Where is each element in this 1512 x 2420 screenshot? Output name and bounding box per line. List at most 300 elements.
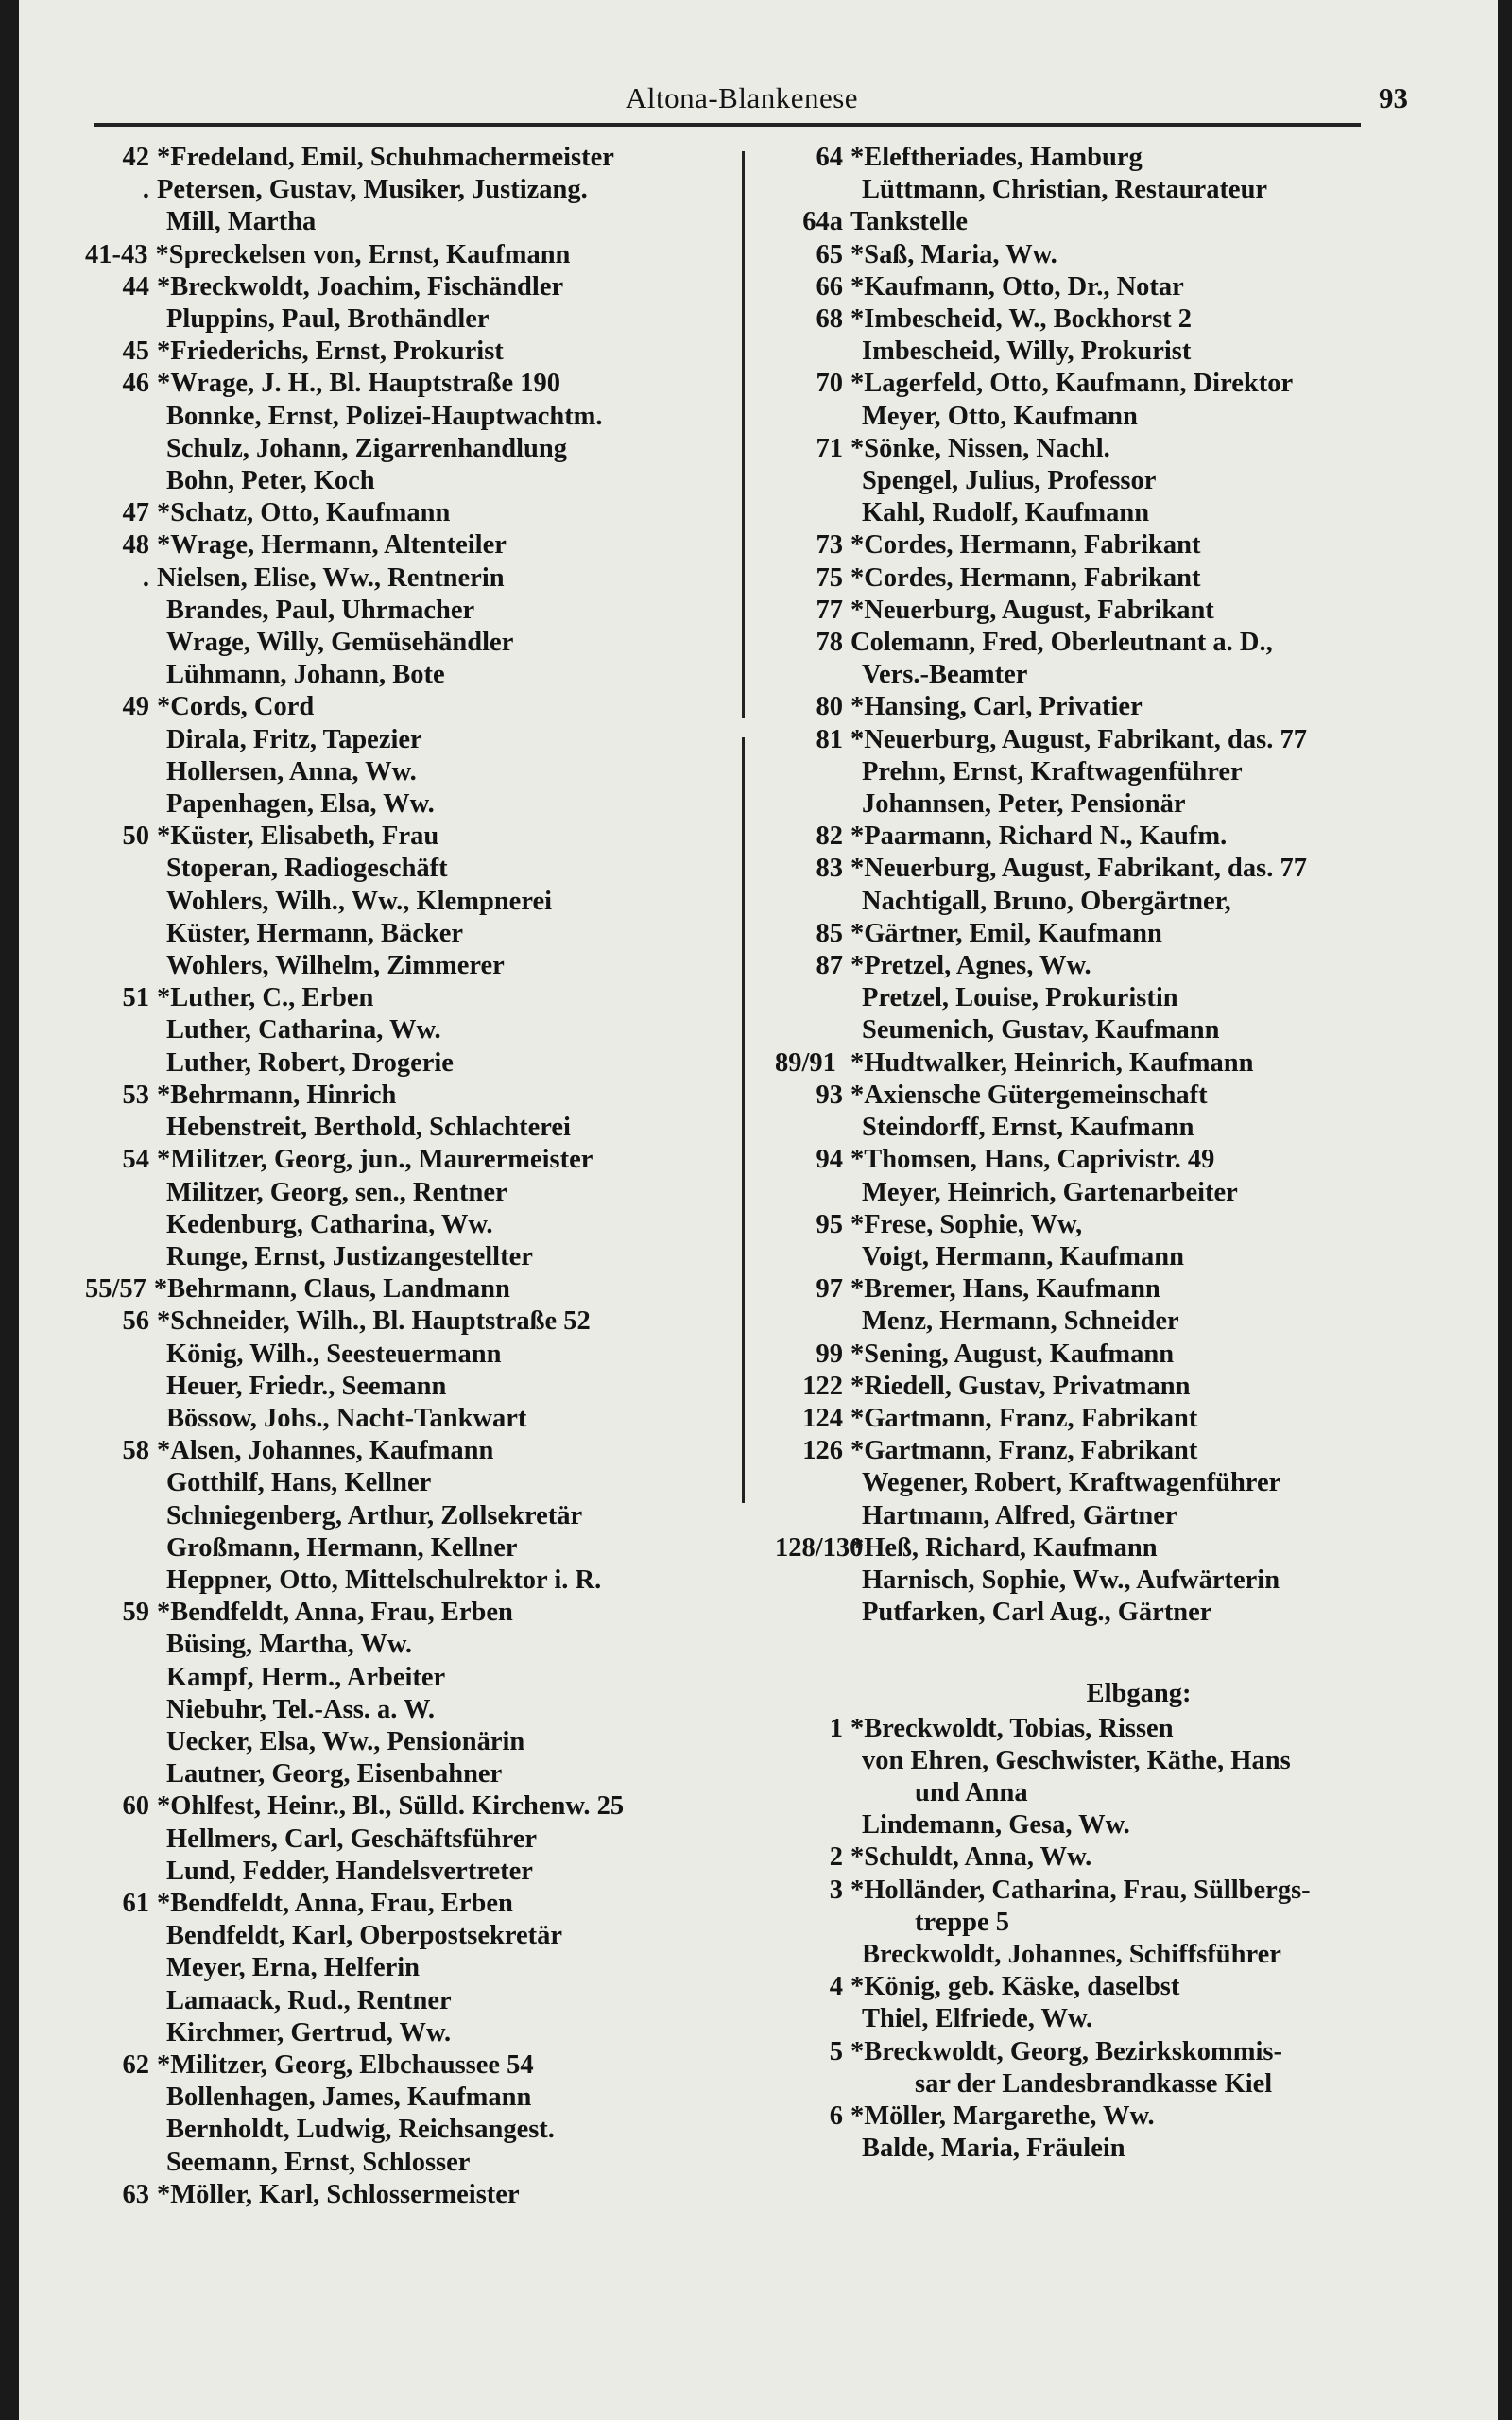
entry-line-primary bbox=[775, 821, 1465, 853]
house-number: 128/130 bbox=[775, 1532, 864, 1563]
house-number: 64 bbox=[816, 143, 843, 172]
entry-line-resident bbox=[85, 1500, 747, 1532]
section-title-elbgang: Elbgang: bbox=[1086, 1679, 1192, 1709]
address-entry bbox=[85, 1080, 747, 1144]
entry-line-resident bbox=[775, 886, 1465, 918]
address-entry bbox=[85, 336, 747, 368]
house-number: 4 bbox=[829, 1972, 843, 2002]
right-column-entries bbox=[775, 142, 1465, 1629]
entry-text: Seumenich, Gustav, Kaufmann bbox=[862, 1015, 1220, 1046]
address-entry bbox=[775, 1339, 1465, 1371]
entry-text: *Spreckelsen von, Ernst, Kaufmann bbox=[155, 239, 571, 269]
entry-line-resident bbox=[775, 1745, 1465, 1777]
entry-text: Spengel, Julius, Professor bbox=[862, 466, 1157, 496]
entry-line-resident bbox=[775, 1112, 1465, 1144]
entry-text: *Schneider, Wilh., Bl. Hauptstraße 52 bbox=[157, 1306, 591, 1337]
address-entry bbox=[775, 627, 1465, 691]
entry-line-resident bbox=[85, 756, 747, 788]
house-number: 80 bbox=[816, 692, 843, 722]
address-entry bbox=[85, 821, 747, 982]
entry-text: Colemann, Fred, Oberleutnant a. D., bbox=[850, 628, 1273, 658]
address-entry bbox=[775, 691, 1465, 723]
entry-text: *Sening, August, Kaufmann bbox=[850, 1339, 1175, 1369]
entry-text: *Bendfeldt, Anna, Frau, Erben bbox=[157, 1598, 513, 1628]
entry-line-primary bbox=[775, 142, 1465, 174]
house-number: 99 bbox=[816, 1339, 843, 1369]
entry-line-primary bbox=[775, 1841, 1465, 1874]
entry-text: Imbescheid, Willy, Prokurist bbox=[862, 337, 1192, 367]
entry-text: Kampf, Herm., Arbeiter bbox=[166, 1662, 446, 1692]
entry-line-primary bbox=[775, 691, 1465, 723]
entry-line-primary bbox=[775, 206, 1465, 238]
header-rule bbox=[94, 123, 1361, 127]
entry-line-resident bbox=[85, 1177, 747, 1209]
entry-text: Nielsen, Elise, Ww., Rentnerin bbox=[157, 562, 505, 593]
entry-line-resident bbox=[85, 918, 747, 950]
entry-text: *Breckwoldt, Tobias, Rissen bbox=[850, 1713, 1174, 1743]
entry-text: *Neuerburg, August, Fabrikant bbox=[850, 595, 1214, 625]
entry-line-resident bbox=[85, 174, 747, 206]
entry-line-resident bbox=[85, 1014, 747, 1046]
entry-line-resident bbox=[85, 2017, 747, 2049]
entry-text: *Axiensche Gütergemeinschaft bbox=[850, 1080, 1208, 1110]
address-entry bbox=[775, 1532, 1465, 1630]
entry-text: Heppner, Otto, Mittelschulrektor i. R. bbox=[166, 1564, 602, 1595]
entry-line-resident bbox=[775, 1939, 1465, 1971]
entry-text: *Heß, Richard, Kaufmann bbox=[850, 1532, 1158, 1563]
house-number: 75 bbox=[816, 562, 843, 593]
house-number: 71 bbox=[816, 433, 843, 463]
house-number: 41-43 bbox=[85, 239, 148, 269]
entry-text: Hollersen, Anna, Ww. bbox=[166, 756, 417, 786]
address-entry bbox=[775, 2100, 1465, 2165]
entry-text: *Eleftheriades, Hamburg bbox=[850, 143, 1143, 172]
entry-line-primary bbox=[775, 239, 1465, 271]
address-entry bbox=[775, 1047, 1465, 1080]
house-number: 85 bbox=[816, 918, 843, 948]
address-entry bbox=[775, 821, 1465, 853]
house-number: 64a bbox=[802, 207, 843, 237]
entry-line-primary bbox=[775, 1273, 1465, 1305]
house-number: 3 bbox=[829, 1875, 843, 1905]
entry-line-primary bbox=[85, 1790, 747, 1823]
entry-text: *Hudtwalker, Heinrich, Kaufmann bbox=[850, 1047, 1254, 1078]
entry-text: Vers.-Beamter bbox=[862, 660, 1028, 690]
entry-text: Petersen, Gustav, Musiker, Justizang. bbox=[157, 175, 588, 205]
entry-line-resident bbox=[85, 1112, 747, 1144]
entry-text: Voigt, Hermann, Kaufmann bbox=[862, 1241, 1184, 1271]
entry-line-primary bbox=[775, 562, 1465, 595]
entry-line-primary bbox=[85, 1435, 747, 1467]
entry-line-resident bbox=[85, 1047, 747, 1080]
entry-line-resident bbox=[775, 1241, 1465, 1273]
address-entry bbox=[775, 2036, 1465, 2100]
address-entry bbox=[85, 529, 747, 691]
entry-line-primary bbox=[85, 1144, 747, 1176]
entry-text: sar der Landesbrandkasse Kiel bbox=[915, 2068, 1273, 2099]
entry-text: *Schatz, Otto, Kaufmann bbox=[157, 498, 451, 528]
entry-line-resident bbox=[85, 788, 747, 821]
house-number: 56 bbox=[122, 1306, 149, 1337]
entry-text: *Cords, Cord bbox=[157, 692, 315, 722]
entry-line-primary bbox=[775, 1339, 1465, 1371]
entry-line-primary bbox=[775, 368, 1465, 400]
entry-line-primary bbox=[775, 1403, 1465, 1435]
house-number: 53 bbox=[122, 1080, 149, 1110]
entry-text: treppe 5 bbox=[915, 1907, 1010, 1937]
entry-line-resident bbox=[775, 174, 1465, 206]
entry-line-resident bbox=[85, 595, 747, 627]
entry-line-primary bbox=[775, 2036, 1465, 2068]
entry-text: *Gärtner, Emil, Kaufmann bbox=[850, 918, 1162, 948]
entry-text: *Bendfeldt, Anna, Frau, Erben bbox=[157, 1888, 513, 1918]
house-number: 83 bbox=[816, 854, 843, 884]
address-entry bbox=[85, 142, 747, 239]
address-entry bbox=[775, 433, 1465, 530]
entry-line-primary bbox=[85, 1888, 747, 1920]
house-number: 5 bbox=[829, 2036, 843, 2066]
entry-text: *Ohlfest, Heinr., Bl., Sülld. Kirchenw. 25 bbox=[157, 1791, 625, 1822]
house-number: 70 bbox=[816, 369, 843, 399]
entry-text: Mill, Martha bbox=[166, 207, 317, 237]
page-header bbox=[76, 81, 1408, 121]
entry-text: *Hansing, Carl, Privatier bbox=[850, 692, 1143, 722]
entry-line-resident bbox=[85, 206, 747, 238]
entry-line-resident bbox=[85, 1467, 747, 1499]
entry-text: Pretzel, Louise, Prokuristin bbox=[862, 983, 1178, 1013]
entry-line-resident bbox=[85, 1824, 747, 1856]
entry-line-resident bbox=[775, 982, 1465, 1014]
entry-line-primary bbox=[85, 497, 747, 529]
entry-line-primary bbox=[775, 1713, 1465, 1745]
entry-line-primary bbox=[775, 271, 1465, 303]
entry-line-resident bbox=[85, 401, 747, 433]
entry-text: *Bremer, Hans, Kaufmann bbox=[850, 1274, 1160, 1305]
entry-line-primary bbox=[775, 1144, 1465, 1176]
entry-line-primary bbox=[775, 1080, 1465, 1112]
entry-line-resident bbox=[775, 1467, 1465, 1499]
entry-line-primary bbox=[85, 821, 747, 853]
entry-line-resident bbox=[85, 1241, 747, 1273]
house-number: 42 bbox=[122, 143, 149, 172]
entry-text: König, Wilh., Seesteuermann bbox=[166, 1339, 502, 1369]
entry-text: Lindemann, Gesa, Ww. bbox=[862, 1810, 1130, 1841]
entry-text: *Behrmann, Claus, Landmann bbox=[153, 1274, 510, 1305]
entry-line-primary bbox=[85, 1597, 747, 1629]
house-number: 55/57 bbox=[85, 1274, 146, 1305]
address-entry bbox=[775, 1371, 1465, 1403]
entry-line-resident bbox=[85, 433, 747, 465]
entry-text: Bernholdt, Ludwig, Reichsangest. bbox=[166, 2115, 555, 2145]
address-entry bbox=[775, 1209, 1465, 1273]
entry-line-primary bbox=[775, 1209, 1465, 1241]
entry-line-resident bbox=[775, 2133, 1465, 2165]
address-entry bbox=[775, 562, 1465, 595]
entry-text: Luther, Catharina, Ww. bbox=[166, 1015, 441, 1046]
entry-line-primary bbox=[775, 529, 1465, 562]
entry-line-primary bbox=[775, 724, 1465, 756]
entry-text: Niebuhr, Tel.-Ass. a. W. bbox=[166, 1694, 436, 1724]
entry-line-resident bbox=[85, 1856, 747, 1888]
entry-text: *Möller, Karl, Schlossermeister bbox=[157, 2179, 520, 2209]
house-number: . bbox=[142, 562, 149, 593]
right-column bbox=[775, 142, 1465, 2165]
entry-text: *Cordes, Hermann, Fabrikant bbox=[850, 562, 1201, 593]
entry-text: Gotthilf, Hans, Kellner bbox=[166, 1468, 432, 1498]
entry-line-resident bbox=[775, 659, 1465, 691]
address-entry bbox=[775, 142, 1465, 206]
house-number: 47 bbox=[122, 498, 149, 528]
house-number: 46 bbox=[122, 369, 149, 399]
entry-text: *Schuldt, Anna, Ww. bbox=[850, 1842, 1092, 1873]
entry-line-resident bbox=[775, 497, 1465, 529]
house-number: 82 bbox=[816, 821, 843, 852]
address-entry bbox=[775, 853, 1465, 917]
entry-text: *Neuerburg, August, Fabrikant, das. 77 bbox=[850, 854, 1307, 884]
entry-line-resident bbox=[775, 1177, 1465, 1209]
address-entry bbox=[775, 950, 1465, 1047]
entry-text: Uecker, Elsa, Ww., Pensionärin bbox=[166, 1726, 525, 1756]
entry-text: Lühmann, Johann, Bote bbox=[166, 660, 445, 690]
entry-line-resident bbox=[85, 950, 747, 982]
entry-text: Wohlers, Wilhelm, Zimmerer bbox=[166, 951, 505, 981]
address-entry bbox=[85, 1597, 747, 1790]
entry-line-primary bbox=[775, 1371, 1465, 1403]
entry-line-resident bbox=[85, 1209, 747, 1241]
house-number: . bbox=[142, 175, 149, 205]
address-entry bbox=[775, 529, 1465, 562]
entry-line-resident bbox=[85, 1532, 747, 1564]
entry-text: Stoperan, Radiogeschäft bbox=[166, 854, 448, 884]
address-entry bbox=[85, 271, 747, 336]
entry-line-primary bbox=[85, 982, 747, 1014]
entry-line-resident bbox=[85, 1662, 747, 1694]
address-entry bbox=[775, 1080, 1465, 1144]
entry-text: *Friederichs, Ernst, Prokurist bbox=[157, 337, 504, 367]
entry-text: *Cordes, Hermann, Fabrikant bbox=[850, 530, 1201, 561]
entry-text: *Pretzel, Agnes, Ww. bbox=[850, 951, 1091, 981]
directory-page bbox=[19, 0, 1498, 2420]
entry-text: *Lagerfeld, Otto, Kaufmann, Direktor bbox=[850, 369, 1294, 399]
entry-text: Großmann, Hermann, Kellner bbox=[166, 1532, 518, 1563]
entry-line-resident bbox=[85, 562, 747, 595]
entry-line-resident bbox=[775, 465, 1465, 497]
entry-text: Hellmers, Carl, Geschäftsführer bbox=[166, 1824, 538, 1854]
entry-line-resident bbox=[775, 2068, 1465, 2100]
entry-text: *König, geb. Käske, daselbst bbox=[850, 1972, 1180, 2002]
entry-text: Hartmann, Alfred, Gärtner bbox=[862, 1500, 1177, 1530]
address-entry bbox=[85, 239, 747, 271]
address-entry bbox=[85, 1144, 747, 1273]
address-entry bbox=[775, 1875, 1465, 1972]
entry-line-resident bbox=[775, 1597, 1465, 1629]
entry-text: Schulz, Johann, Zigarrenhandlung bbox=[166, 433, 567, 463]
house-number: 126 bbox=[802, 1436, 843, 1466]
address-entry bbox=[775, 595, 1465, 627]
address-entry bbox=[85, 1888, 747, 2049]
entry-text: Bollenhagen, James, Kaufmann bbox=[166, 2083, 532, 2113]
entry-line-resident bbox=[85, 465, 747, 497]
entry-line-primary bbox=[775, 303, 1465, 336]
entry-line-resident bbox=[85, 1920, 747, 1952]
house-number: 54 bbox=[122, 1145, 149, 1175]
entry-line-resident bbox=[85, 1403, 747, 1435]
entry-line-primary bbox=[85, 336, 747, 368]
address-entry bbox=[775, 1971, 1465, 2035]
house-number: 87 bbox=[816, 951, 843, 981]
house-number: 48 bbox=[122, 530, 149, 561]
entry-line-resident bbox=[85, 2082, 747, 2114]
house-number: 94 bbox=[816, 1145, 843, 1175]
entry-line-primary bbox=[85, 1305, 747, 1338]
entry-text: *Breckwoldt, Joachim, Fischändler bbox=[157, 271, 564, 302]
entry-line-resident bbox=[85, 1371, 747, 1403]
address-entry bbox=[775, 206, 1465, 238]
address-entry bbox=[775, 1713, 1465, 1842]
house-number: 77 bbox=[816, 595, 843, 625]
entry-text: *Sönke, Nissen, Nachl. bbox=[850, 433, 1110, 463]
entry-line-resident bbox=[85, 886, 747, 918]
entry-line-primary bbox=[85, 529, 747, 562]
entry-line-resident bbox=[775, 1809, 1465, 1841]
entry-text: Luther, Robert, Drogerie bbox=[166, 1047, 454, 1078]
address-entry bbox=[775, 239, 1465, 271]
entry-text: Kahl, Rudolf, Kaufmann bbox=[862, 498, 1150, 528]
house-number: 63 bbox=[122, 2179, 149, 2209]
entry-text: *Wrage, J. H., Bl. Hauptstraße 190 bbox=[157, 369, 560, 399]
house-number: 78 bbox=[816, 628, 843, 658]
elbgang-entries bbox=[775, 1713, 1465, 2166]
entry-text: Johannsen, Peter, Pensionär bbox=[862, 789, 1186, 820]
entry-line-primary bbox=[85, 239, 747, 271]
entry-line-resident bbox=[775, 336, 1465, 368]
entry-text: *Möller, Margarethe, Ww. bbox=[850, 2100, 1155, 2131]
entry-line-primary bbox=[775, 1875, 1465, 1907]
house-number: 81 bbox=[816, 724, 843, 754]
entry-line-resident bbox=[85, 659, 747, 691]
entry-line-primary bbox=[775, 2100, 1465, 2133]
house-number: 68 bbox=[816, 304, 843, 335]
house-number: 45 bbox=[122, 337, 149, 367]
entry-text: Lund, Fedder, Handelsvertreter bbox=[166, 1856, 533, 1886]
entry-text: Steindorff, Ernst, Kaufmann bbox=[862, 1113, 1194, 1143]
house-number: 95 bbox=[816, 1209, 843, 1239]
entry-text: Kedenburg, Catharina, Ww. bbox=[166, 1209, 493, 1239]
entry-text: Nachtigall, Bruno, Obergärtner, bbox=[862, 886, 1231, 916]
entry-line-resident bbox=[85, 853, 747, 885]
entry-text: Lamaack, Rud., Rentner bbox=[166, 1985, 452, 2015]
entry-text: *Holländer, Catharina, Frau, Süllbergs- bbox=[850, 1875, 1311, 1905]
entry-text: Bendfeldt, Karl, Oberpostsekretär bbox=[166, 1921, 563, 1951]
entry-text: Büsing, Martha, Ww. bbox=[166, 1630, 412, 1660]
address-entry bbox=[85, 982, 747, 1080]
page-number: 93 bbox=[1379, 81, 1408, 114]
house-number: 50 bbox=[122, 821, 149, 852]
entry-line-primary bbox=[775, 595, 1465, 627]
house-number: 89/91 bbox=[775, 1047, 836, 1078]
entry-text: *Fredeland, Emil, Schuhmachermeister bbox=[157, 143, 614, 172]
entry-line-resident bbox=[775, 756, 1465, 788]
address-entry bbox=[775, 1841, 1465, 1874]
entry-line-resident bbox=[85, 1564, 747, 1597]
entry-line-primary bbox=[85, 2179, 747, 2211]
entry-text: Schniegenberg, Arthur, Zollsekretär bbox=[166, 1500, 583, 1530]
entry-text: *Thomsen, Hans, Caprivistr. 49 bbox=[850, 1145, 1215, 1175]
house-number: 44 bbox=[122, 271, 149, 302]
entry-text: Bössow, Johs., Nacht-Tankwart bbox=[166, 1403, 527, 1433]
entry-line-resident bbox=[85, 2147, 747, 2179]
entry-line-resident bbox=[775, 1014, 1465, 1046]
entry-text: *Paarmann, Richard N., Kaufm. bbox=[850, 821, 1228, 852]
address-entry bbox=[85, 2049, 747, 2179]
entry-text: Papenhagen, Elsa, Ww. bbox=[166, 789, 435, 820]
house-number: 6 bbox=[829, 2100, 843, 2131]
house-number: 65 bbox=[816, 239, 843, 269]
house-number: 73 bbox=[816, 530, 843, 561]
house-number: 2 bbox=[829, 1842, 843, 1873]
entry-line-primary bbox=[85, 691, 747, 723]
entry-text: Dirala, Fritz, Tapezier bbox=[166, 724, 422, 754]
address-entry bbox=[775, 1144, 1465, 1208]
entry-text: *Saß, Maria, Ww. bbox=[850, 239, 1057, 269]
address-entry bbox=[85, 1435, 747, 1597]
entry-line-primary bbox=[775, 853, 1465, 885]
entry-line-primary bbox=[85, 368, 747, 400]
entry-text: *Frese, Sophie, Ww, bbox=[850, 1209, 1083, 1239]
address-entry bbox=[85, 2179, 747, 2211]
house-number: 66 bbox=[816, 271, 843, 302]
address-entry bbox=[85, 1790, 747, 1888]
address-entry bbox=[85, 1305, 747, 1435]
entry-text: Hebenstreit, Berthold, Schlachterei bbox=[166, 1113, 571, 1143]
entry-line-resident bbox=[85, 1694, 747, 1726]
entry-text: *Gartmann, Franz, Fabrikant bbox=[850, 1403, 1198, 1433]
entry-text: Seemann, Ernst, Schlosser bbox=[166, 2147, 471, 2177]
entry-line-primary bbox=[775, 627, 1465, 659]
entry-line-resident bbox=[775, 1305, 1465, 1338]
entry-text: *Küster, Elisabeth, Frau bbox=[157, 821, 439, 852]
entry-text: *Behrmann, Hinrich bbox=[157, 1080, 397, 1110]
entry-line-primary bbox=[85, 142, 747, 174]
entry-text: von Ehren, Geschwister, Käthe, Hans bbox=[862, 1745, 1291, 1775]
entry-text: *Neuerburg, August, Fabrikant, das. 77 bbox=[850, 724, 1307, 754]
entry-line-primary bbox=[775, 1971, 1465, 2003]
entry-text: Brandes, Paul, Uhrmacher bbox=[166, 595, 475, 625]
entry-line-resident bbox=[85, 1726, 747, 1758]
entry-text: Thiel, Elfriede, Ww. bbox=[862, 2004, 1093, 2034]
entry-line-primary bbox=[85, 271, 747, 303]
entry-line-resident bbox=[775, 1500, 1465, 1532]
entry-text: *Militzer, Georg, Elbchaussee 54 bbox=[157, 2049, 534, 2080]
entry-text: Bonnke, Ernst, Polizei-Hauptwachtm. bbox=[166, 401, 603, 431]
entry-text: und Anna bbox=[915, 1777, 1028, 1807]
entry-text: Kirchmer, Gertrud, Ww. bbox=[166, 2017, 452, 2048]
house-number: 59 bbox=[122, 1598, 149, 1628]
entry-text: Wegener, Robert, Kraftwagenführer bbox=[862, 1468, 1281, 1498]
entry-line-resident bbox=[85, 1985, 747, 2017]
entry-text: *Alsen, Johannes, Kaufmann bbox=[157, 1436, 494, 1466]
entry-line-resident bbox=[775, 1564, 1465, 1597]
house-number: 62 bbox=[122, 2049, 149, 2080]
entry-text: Breckwoldt, Johannes, Schiffsführer bbox=[862, 1939, 1281, 1969]
entry-text: Harnisch, Sophie, Ww., Aufwärterin bbox=[862, 1564, 1280, 1595]
entry-line-primary bbox=[775, 433, 1465, 465]
entry-text: Heuer, Friedr., Seemann bbox=[166, 1371, 447, 1401]
entry-text: *Riedell, Gustav, Privatmann bbox=[850, 1371, 1191, 1401]
entry-line-primary bbox=[775, 918, 1465, 950]
house-number: 61 bbox=[122, 1888, 149, 1918]
entry-text: *Breckwoldt, Georg, Bezirkskommis- bbox=[850, 2036, 1283, 2066]
